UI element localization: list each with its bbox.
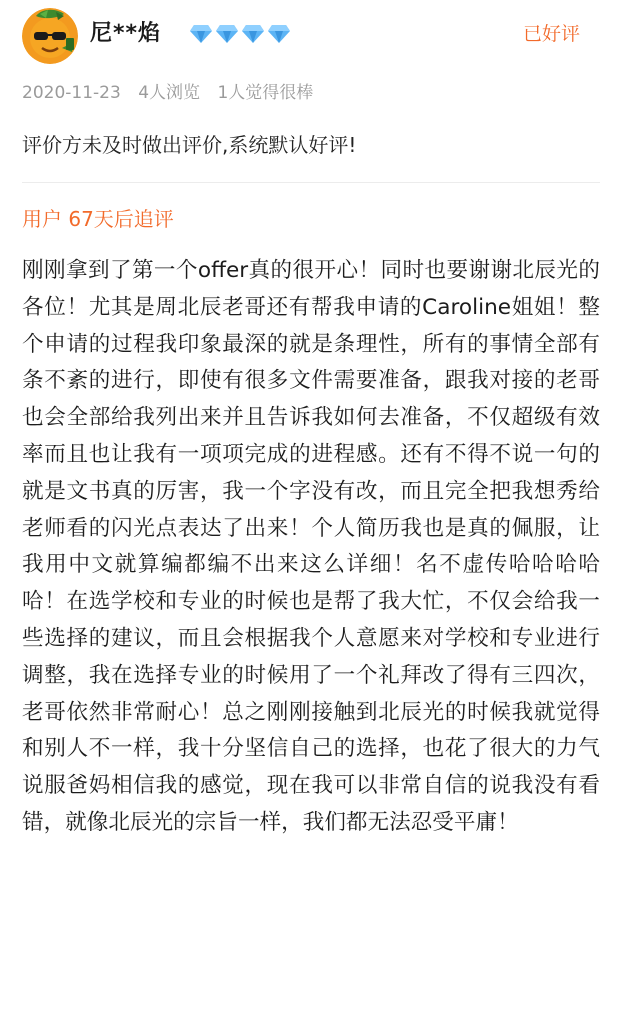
default-review-text: 评价方未及时做出评价,系统默认好评! — [22, 133, 357, 157]
like-count: 1人觉得很棒 — [217, 83, 314, 103]
rating-status-label: 已好评 — [522, 23, 580, 45]
diamond-icon — [216, 24, 238, 44]
diamond-icon — [190, 24, 212, 44]
followup-review-body: 刚刚拿到了第一个offer真的很开心！同时也要谢谢北辰光的各位！尤其是周北辰老哥还有帮我申请的Caroline姐姐！整个申请的过程我印象最深的就是条理性，所有的事情全部有条不紊的进行，即使有很多文件需要准备，跟我对接的老哥也会全部给我列出来并且告诉我如何去准备，不仅超级有效率而且也让我有一项项完成的进程感。还有不得不说一句的就是文书真的厉害，我一个字没有改，而且完全把我想秀给老师看的闪光点表达了出来！个人简历我也是真的佩服，让我用中文就算编都编不出来这么详细！名不虚传哈哈哈哈哈！在选学校和专业的时候也是帮了我大忙，不仅会给我一些选择的建议，而且会根据我个人意愿来对学校和专业进行调整，我在选择专业的时候用了一个礼拜改了得有三四次，老哥依然非常耐心！总之刚刚接触到北辰光的时候我就觉得和别人不一样，我十分坚信自己的选择，也花了很大的力气说服爸妈相信我的感觉，现在我可以非常自信的说我没有看错，就像北辰光的宗旨一样，我们都无法忍受平庸！ — [22, 258, 600, 835]
level-badges — [190, 24, 290, 46]
diamond-icon — [268, 24, 290, 44]
view-count: 4人浏览 — [138, 83, 201, 103]
followup-review-title: 用户 67天后追评 — [22, 207, 174, 231]
username[interactable]: 尼**焰 — [90, 21, 162, 46]
review-meta — [22, 80, 325, 106]
section-divider — [22, 182, 600, 183]
review-header — [22, 8, 600, 64]
review-date: 2020-11-23 — [22, 83, 121, 103]
diamond-icon — [242, 24, 264, 44]
orange-avatar-with-sunglasses-icon[interactable] — [22, 8, 78, 64]
